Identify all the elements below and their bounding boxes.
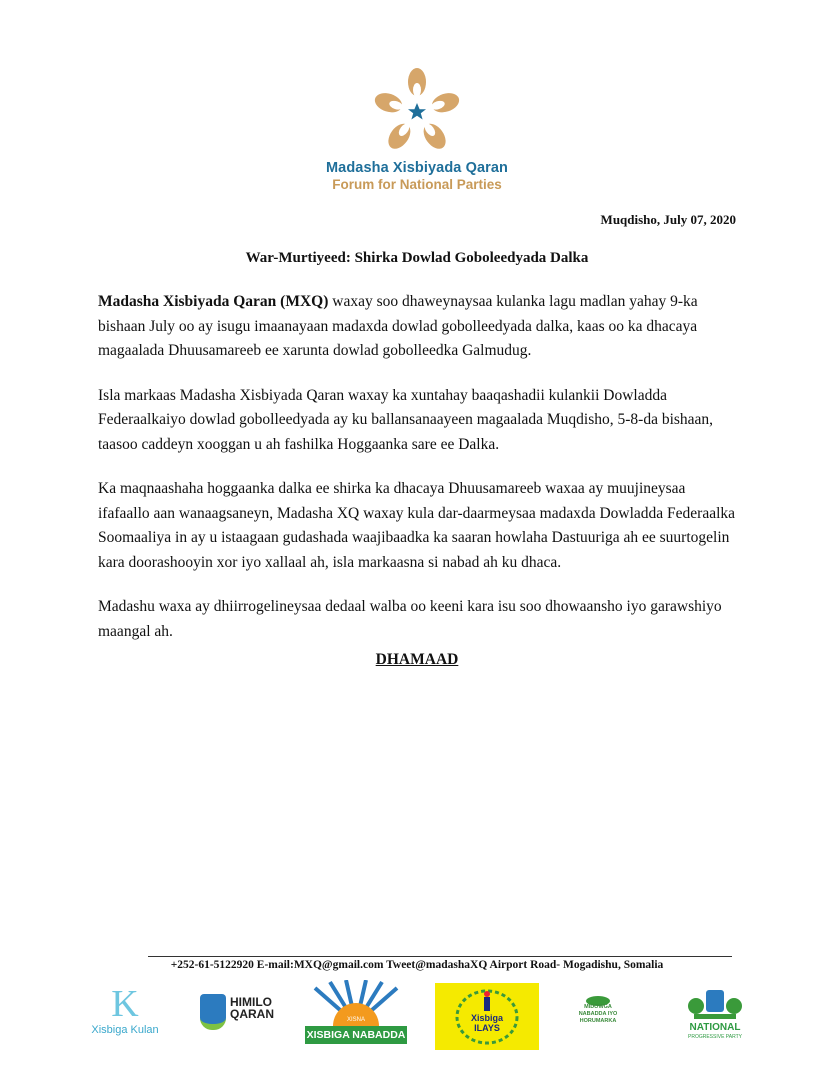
kulan-party-logo — [85, 984, 165, 1044]
paragraph-4: Madashu waxa ay dhiirrogelineysaa dedaal walba oo keeni kara isu soo dhowaansho iyo garawshiyo maangal ah. — [98, 598, 722, 640]
sunburst-icon — [305, 980, 407, 1026]
midowga-text — [553, 1004, 643, 1025]
midowga-line2: NABADDA IYO — [578, 1011, 618, 1017]
midowga-line3: HORUMARKA — [579, 1018, 617, 1024]
npp-sub: PROGRESSIVE PARTY — [688, 1034, 742, 1040]
himilo-qaran-logo — [198, 992, 278, 1032]
paragraph-1-text: waxay soo dhaweynaysaa kulanka lagu madlan yahay 9-ka bishaan July oo ay isugu imaanayaan madaxda dowlad gobolleedyada dalka, kaas oo ka dhacaya magaalada Dhuusamareeb ee xarunta dowlad gobolleedka Galmudug. — [98, 293, 698, 359]
ilays-line1: Xisbiga — [470, 1013, 503, 1023]
kulan-letter: K — [111, 983, 139, 1025]
closing-word: DHAMAAD — [375, 651, 459, 668]
nabadda-name: XISBIGA NABADDA — [305, 1026, 407, 1044]
document-body — [98, 290, 738, 664]
crest-icon — [684, 986, 746, 1022]
kulan-name: Xisbiga Kulan — [91, 1024, 159, 1036]
footer-contact: +252-61-5122920 E-mail:MXQ@gmail.com Tweet@madashaXQ Airport Road- Mogadishu, Somalia — [170, 959, 664, 971]
org-name: Madasha Xisbiyada Qaran — [325, 160, 508, 176]
ilays-party-logo — [435, 983, 539, 1050]
npp-name: NATIONAL — [689, 1022, 741, 1033]
midowga-party-logo — [553, 994, 643, 1034]
nabadda-party-logo — [305, 980, 407, 1044]
himilo-text — [230, 996, 274, 1020]
himilo-line1: HIMILO — [230, 995, 272, 1009]
paragraph-2: Isla markaas Madasha Xisbiyada Qaran waxay ka xuntahay baaqashadii kulankii Dowladda Federaalkaiyo dowlad gobolleedyada ay ku ballansanaayeen magaalada Muqdisho, 5-8-da bishaan, taasoo caddeyn xooggan u ah fashilka Hoggaanka sare ee Dalka. — [98, 386, 714, 453]
midowga-line1: MIDOWGA — [584, 1004, 612, 1010]
paragraph-3: Ka maqnaashaha hoggaanka dalka ee shirka ka dhacaya Dhuusamareeb waxaa ay muujineysaa ifafaallo aan wanaagsaneyn, Madasha XQ waxay kula dar-daarmeysaa madaxda Dowladda Federaalka Soomaaliya in ay u istaagaan gudashada waajibaadka ka saaran howlaha Dastuuriga ah ee suurtogelin kara doorashooyin xor iyo xallaal ah, isla markaasna si nabad ah ku dhaca. — [98, 480, 736, 571]
header-logo-block — [0, 60, 834, 192]
nabadda-small-text: XISNA — [346, 1017, 366, 1023]
himilo-line2: QARAN — [230, 1007, 274, 1021]
org-subtitle: Forum for National Parties — [332, 177, 502, 192]
npp-party-logo — [684, 986, 746, 1044]
document-title: War-Murtiyeed: Shirka Dowlad Goboleedyada Dalka — [245, 250, 589, 266]
star-flower-logo-icon — [362, 60, 472, 160]
party-logos-row — [0, 980, 834, 1050]
paragraph-1-lead: Madasha Xisbiyada Qaran (MXQ) — [98, 293, 329, 310]
himilo-badge-icon — [200, 994, 226, 1030]
paragraph-1 — [98, 290, 738, 364]
date-line: Muqdisho, July 07, 2020 — [600, 212, 736, 227]
ilays-text — [435, 1013, 539, 1033]
footer-divider — [148, 956, 732, 957]
ilays-line2: ILAYS — [474, 1023, 500, 1033]
